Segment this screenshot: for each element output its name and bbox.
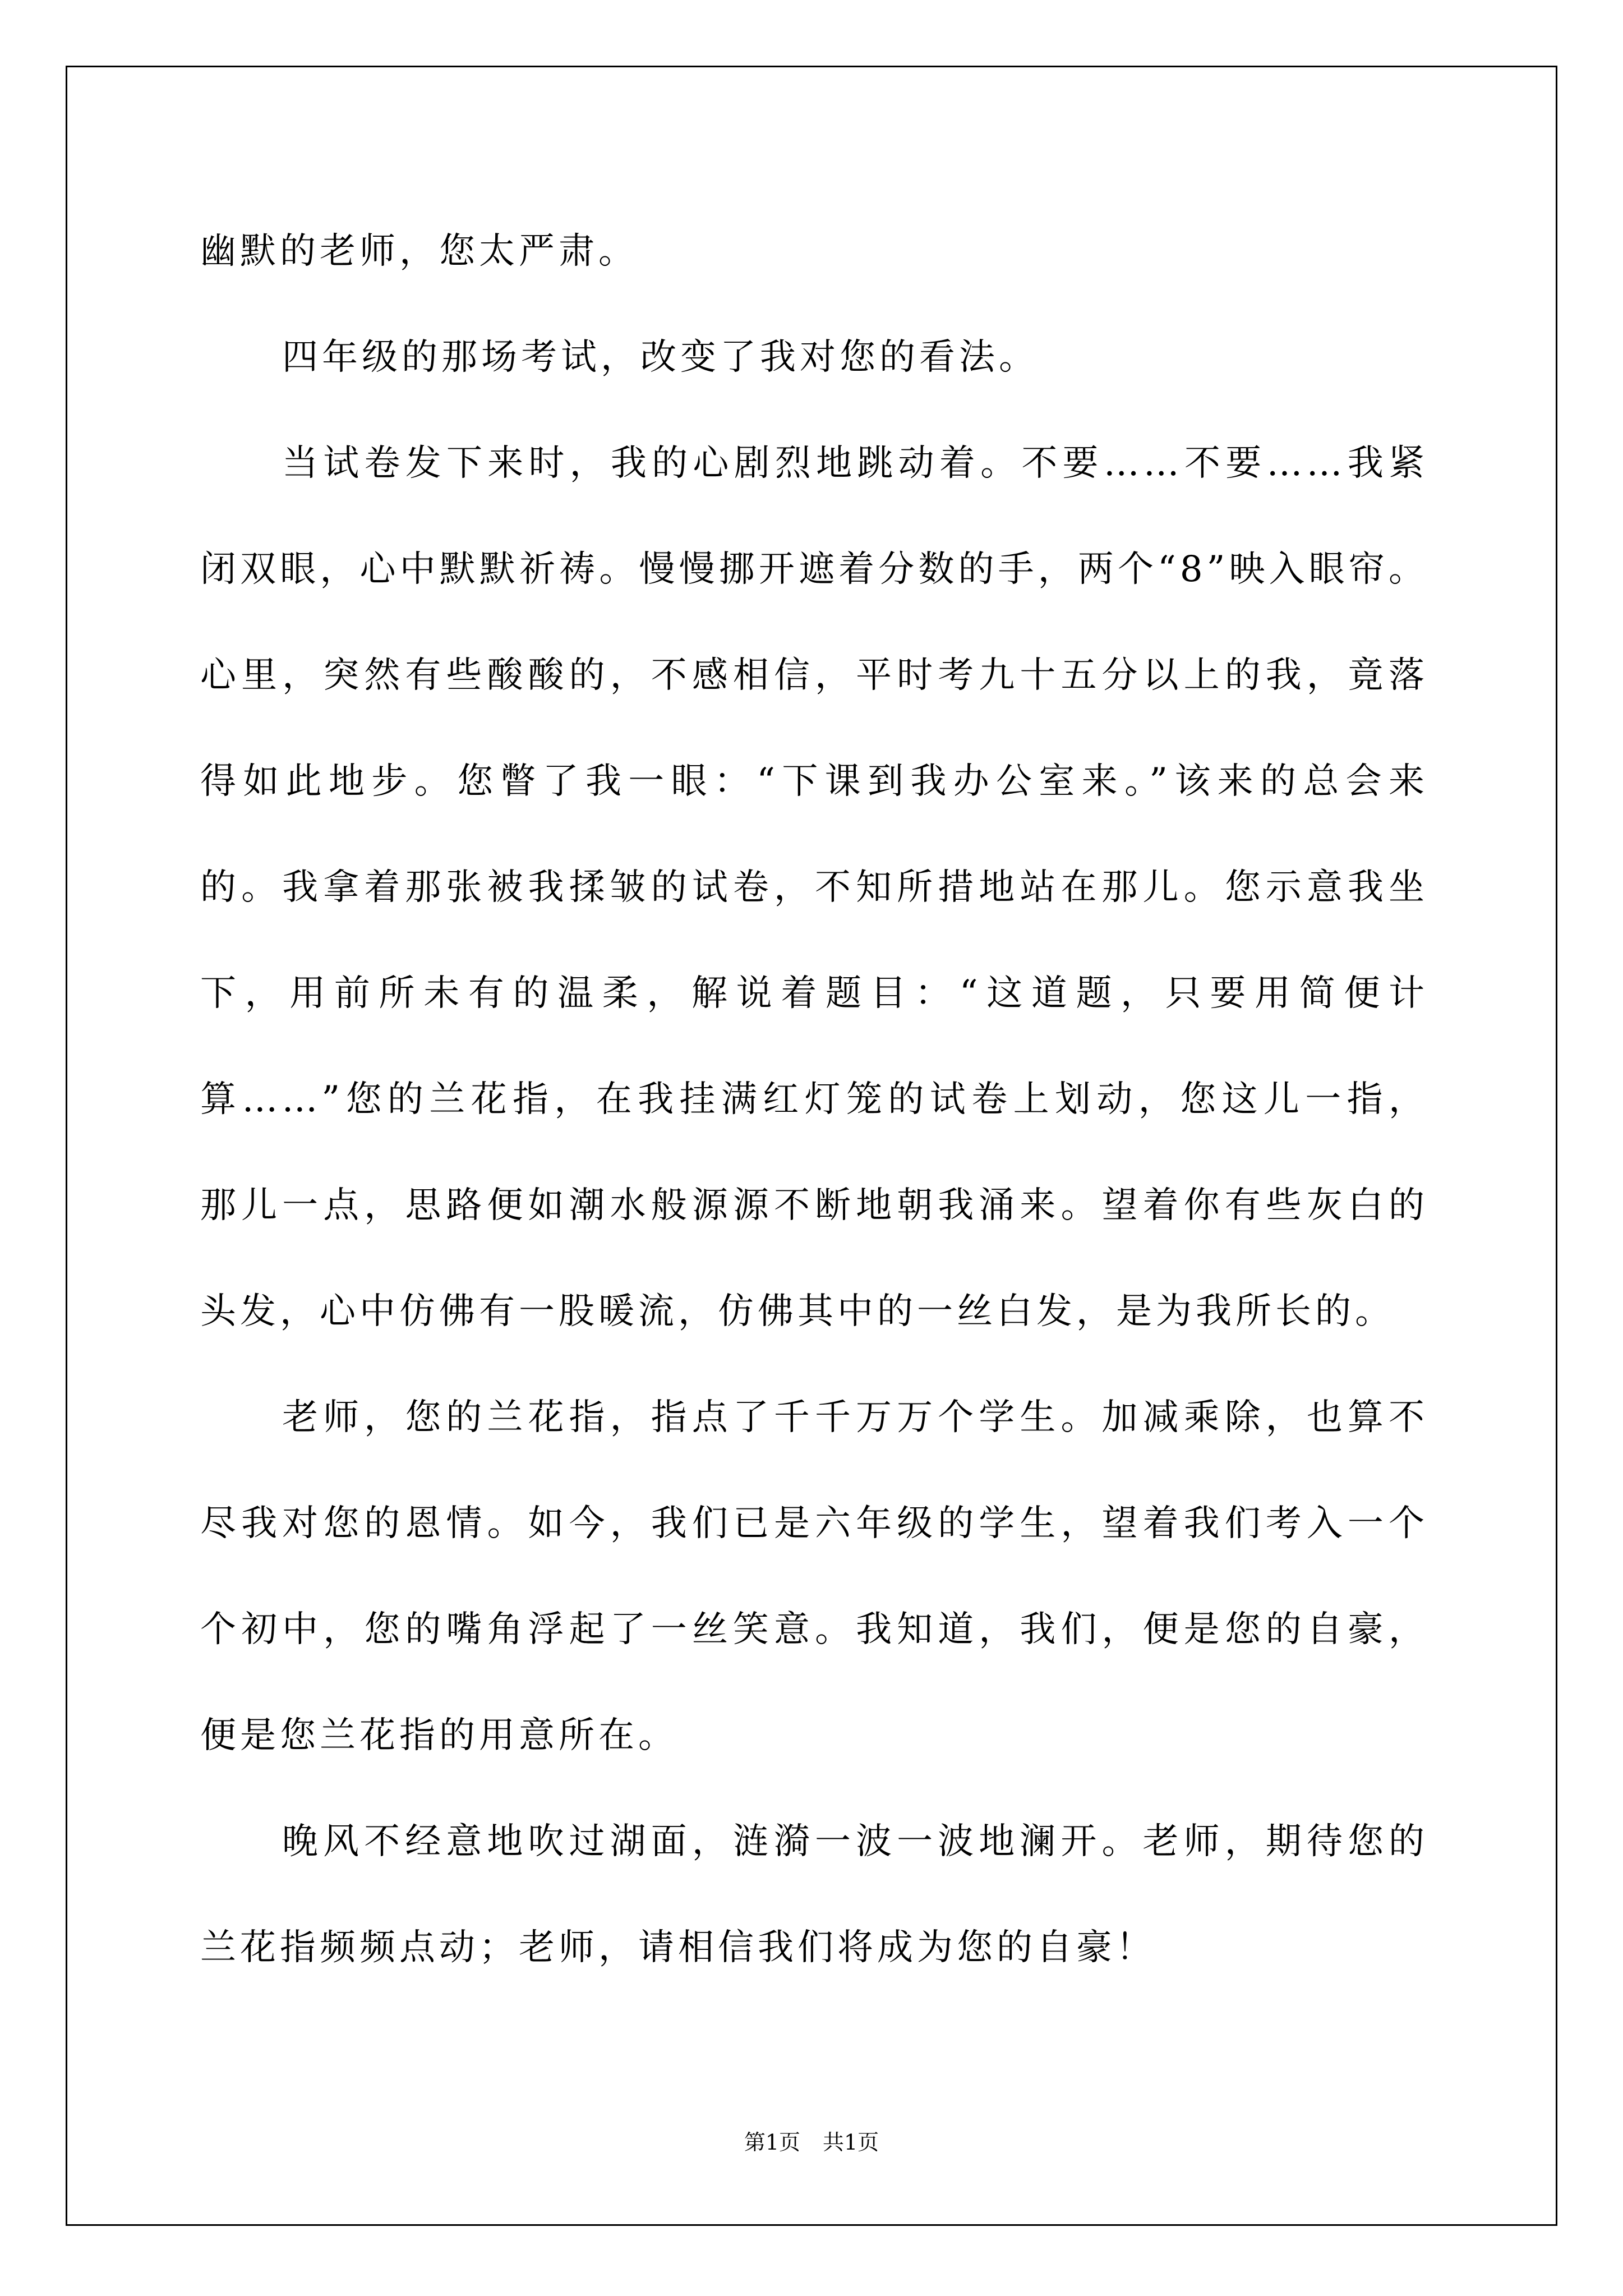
- text-line: 晚风不经意地吹过湖面，涟漪一波一波地澜开。老师，期待您的: [282, 1821, 1428, 1862]
- paragraph: [200, 1365, 1428, 1789]
- paragraph: [200, 305, 1428, 411]
- paragraph: [200, 199, 1428, 305]
- page-number-current: 第1页: [744, 2130, 800, 2155]
- text-line: 个初中，您的嘴角浮起了一丝笑意。我知道，我们，便是您的自豪，: [200, 1609, 1428, 1650]
- page-footer: [0, 2128, 1623, 2156]
- text-line: 得如此地步。您瞥了我一眼：“下课到我办公室来。”该来的总会来: [200, 761, 1428, 802]
- text-line: 闭双眼，心中默默祈祷。慢慢挪开遮着分数的手，两个“8”映入眼帘。: [200, 549, 1428, 590]
- text-line: 尽我对您的恩情。如今，我们已是六年级的学生，望着我们考入一个: [200, 1503, 1428, 1544]
- paragraph: [200, 1789, 1428, 2001]
- text-line: 幽默的老师，您太严肃。: [200, 231, 638, 272]
- page-number-total: 共1页: [823, 2130, 879, 2155]
- text-line: 便是您兰花指的用意所在。: [200, 1715, 678, 1756]
- text-line: 那儿一点，思路便如潮水般源源不断地朝我涌来。望着你有些灰白的: [200, 1185, 1428, 1226]
- text-line: 四年级的那场考试，改变了我对您的看法。: [282, 337, 1039, 378]
- text-line: 心里，突然有些酸酸的，不感相信，平时考九十五分以上的我，竟落: [200, 655, 1428, 696]
- paragraph: [200, 411, 1428, 1365]
- text-line: 的。我拿着那张被我揉皱的试卷，不知所措地站在那儿。您示意我坐: [200, 867, 1428, 908]
- text-line: 算……”您的兰花指，在我挂满红灯笼的试卷上划动，您这儿一指，: [200, 1079, 1428, 1120]
- text-line: 当试卷发下来时，我的心剧烈地跳动着。不要……不要……我紧: [282, 443, 1428, 484]
- essay-body: [200, 199, 1428, 2001]
- text-line: 老师，您的兰花指，指点了千千万万个学生。加减乘除，也算不: [282, 1397, 1428, 1438]
- text-line: 下，用前所未有的温柔，解说着题目：“这道题，只要用简便计: [200, 973, 1428, 1014]
- text-line: 兰花指频频点动；老师，请相信我们将成为您的自豪！: [200, 1927, 1156, 1968]
- text-line: 头发，心中仿佛有一股暖流，仿佛其中的一丝白发，是为我所长的。: [200, 1291, 1395, 1332]
